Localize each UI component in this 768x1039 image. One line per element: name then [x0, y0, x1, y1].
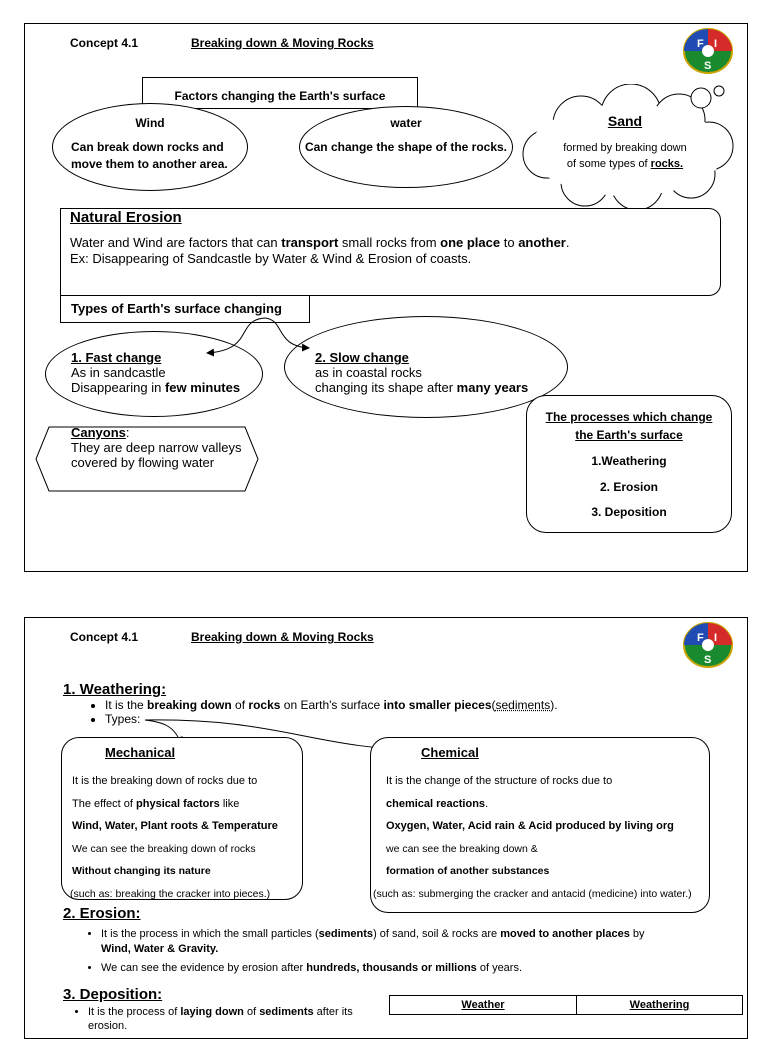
deposition-text: It is the process of: [88, 1006, 181, 1018]
sand-title: Sand: [607, 113, 643, 129]
fast-change-title: 1. Fast change: [71, 350, 162, 365]
erosion-text: to: [500, 235, 519, 250]
logo-letter-f: F: [697, 632, 704, 644]
deposition-bullets: [72, 1005, 382, 1033]
weathering-definition: [105, 698, 558, 712]
natural-erosion-title: Natural Erosion: [70, 209, 182, 226]
deposition-bold: laying down: [180, 1006, 244, 1018]
types-title: Types of Earth's surface changing: [71, 301, 282, 316]
page-title: Breaking down & Moving Rocks: [191, 630, 374, 644]
weathering-bold: breaking down: [147, 698, 232, 712]
canyons-title-line: [71, 425, 242, 440]
erosion-bold: sediments: [318, 928, 374, 940]
concept-label: Concept 4.1: [70, 630, 139, 644]
arrow-to-fast-icon: [207, 318, 265, 353]
erosion-text: small rocks from: [338, 235, 441, 250]
wind-oval: [52, 103, 248, 191]
erosion-evidence: [101, 961, 725, 976]
chemical-line6: (such as: submerging the cracker and antacid (medicine) into water.): [373, 887, 692, 900]
logo-letter-s: S: [704, 654, 712, 666]
weathering-types: • Types:: [105, 712, 558, 726]
chemical-title: Chemical: [421, 745, 479, 760]
worksheet-page-1: [24, 23, 748, 572]
mechanical-title: Mechanical: [105, 745, 176, 760]
deposition-text: erosion.: [88, 1020, 128, 1032]
school-logo-icon: [683, 622, 733, 668]
chemical-text: .: [485, 797, 489, 810]
types-arrows: [195, 316, 315, 362]
table-header-row: [390, 996, 743, 1015]
slow-change-line2: [315, 380, 528, 395]
erosion-bold: moved to another places: [500, 928, 630, 940]
canyons-text: [71, 425, 242, 470]
mechanical-line2: [72, 793, 278, 816]
natural-erosion-box: [60, 208, 721, 296]
school-logo-icon: [683, 28, 733, 74]
mechanical-line4: We can see the breaking down of rocks: [72, 842, 256, 855]
erosion-text: of years.: [476, 962, 523, 974]
deposition-definition: [88, 1005, 382, 1033]
logo-letter-i: I: [714, 38, 718, 50]
slow-change-title: 2. Slow change: [315, 350, 409, 365]
deposition-bold: sediments: [259, 1006, 314, 1018]
natural-erosion-line2: Ex: Disappearing of Sandcastle by Water & Wind & Erosion of coasts.: [70, 251, 472, 266]
weathering-bold: into smaller pieces: [383, 698, 492, 712]
canyons-line1: They are deep narrow valleys: [71, 440, 242, 455]
factors-title: Factors changing the Earth's surface: [174, 89, 386, 103]
erosion-bold-transport: transport: [281, 235, 339, 250]
erosion-bold-another: another: [518, 235, 566, 250]
sand-text-plain: of some types of: [566, 158, 648, 170]
fast-change-line1: As in sandcastle: [71, 365, 166, 380]
erosion-definition: [101, 927, 725, 957]
water-text: Can change the shape of the rocks.: [304, 140, 508, 154]
sand-text-line2: [545, 158, 705, 170]
deposition-heading: 3. Deposition:: [63, 986, 163, 1003]
slow-change-oval: [284, 316, 568, 418]
chemical-bold: chemical reactions: [386, 797, 486, 810]
process-deposition: 3. Deposition: [591, 505, 667, 519]
weathering-text: (: [491, 698, 496, 712]
mechanical-text: The effect of: [72, 797, 137, 810]
mechanical-line1: It is the breaking down of rocks due to: [72, 775, 258, 787]
logo-letter-s: S: [704, 60, 712, 72]
worksheet-page-2: [24, 617, 748, 1039]
weather-weathering-table: [389, 995, 743, 1015]
canyons-title: Canyons: [71, 425, 126, 440]
water-title: water: [390, 116, 422, 130]
slow-change-line1: as in coastal rocks: [315, 365, 422, 380]
process-weathering: 1.Weathering: [591, 454, 667, 468]
erosion-text: .: [565, 235, 570, 250]
erosion-heading: 2. Erosion:: [63, 905, 141, 922]
weathering-text: on Earth's surface: [280, 698, 384, 712]
weathering-sediments: sediments: [495, 698, 551, 712]
sand-text-rocks: rocks.: [650, 158, 684, 170]
weathering-text: of: [231, 698, 249, 712]
slow-change-bold: many years: [456, 380, 529, 395]
mechanical-line3: Wind, Water, Plant roots & Temperature: [72, 820, 278, 832]
chemical-line4: we can see the breaking down &: [386, 842, 538, 855]
factors-box: [142, 77, 418, 109]
fast-change-text: Disappearing in: [71, 380, 165, 395]
deposition-text: after its: [313, 1006, 353, 1018]
chemical-line2: [386, 793, 692, 816]
erosion-agents: Wind, Water & Gravity.: [101, 943, 219, 955]
slow-change-text: changing its shape after: [315, 380, 457, 395]
erosion-bullets: [85, 927, 725, 976]
processes-title-line1: The processes which change: [545, 410, 713, 424]
arrow-to-slow-icon: [265, 318, 309, 348]
water-oval: [299, 106, 513, 188]
chemical-line5: formation of another substances: [386, 865, 550, 877]
wind-title: Wind: [135, 116, 165, 130]
chemical-box: [370, 737, 710, 913]
logo-letter-f: F: [697, 38, 704, 50]
mechanical-bold: physical factors: [136, 797, 220, 810]
fast-change-line2: [71, 380, 240, 395]
mechanical-line5: Without changing its nature: [72, 865, 211, 877]
weathering-text: ).: [550, 698, 558, 712]
process-erosion: 2. Erosion: [599, 480, 658, 494]
chemical-line3: Oxygen, Water, Acid rain & Acid produced by living org: [386, 820, 674, 832]
table-header-weathering: Weathering: [577, 996, 743, 1015]
fast-change-bold: few minutes: [164, 380, 241, 395]
erosion-bold-one-place: one place: [440, 235, 501, 250]
logo-letter-i: I: [714, 632, 718, 644]
wind-text: Can break down rocks and move them to another area.: [71, 140, 228, 171]
erosion-text: We can see the evidence by erosion after: [101, 962, 307, 974]
erosion-bold: hundreds, thousands or millions: [306, 962, 477, 974]
page-title: Breaking down & Moving Rocks: [191, 36, 374, 50]
weathering-heading: 1. Weathering:: [63, 681, 167, 698]
canyons-line2: covered by flowing water: [71, 455, 215, 470]
mechanical-text: like: [219, 797, 240, 810]
mechanical-line6: (such as: breaking the cracker into pieces.): [70, 887, 271, 900]
sand-text-line1: formed by breaking down: [563, 142, 687, 154]
weathering-text: It is the: [105, 698, 148, 712]
erosion-text: It is the process in which the small particles (: [101, 928, 319, 940]
table-header-weather: Weather: [390, 996, 577, 1015]
erosion-text: ) of sand, soil & rocks are: [373, 928, 501, 940]
chemical-line1: It is the change of the structure of rocks due to: [386, 775, 613, 787]
mechanical-box: [61, 737, 303, 900]
erosion-text: Water and Wind are factors that can: [70, 235, 282, 250]
processes-box: [526, 395, 732, 533]
canyons-colon: :: [125, 425, 130, 440]
processes-title-line2: the Earth's surface: [575, 428, 683, 442]
natural-erosion-line1: [70, 235, 569, 250]
weathering-bold: rocks: [248, 698, 281, 712]
concept-label: Concept 4.1: [70, 36, 139, 50]
deposition-text: of: [243, 1006, 260, 1018]
erosion-text: by: [629, 928, 645, 940]
